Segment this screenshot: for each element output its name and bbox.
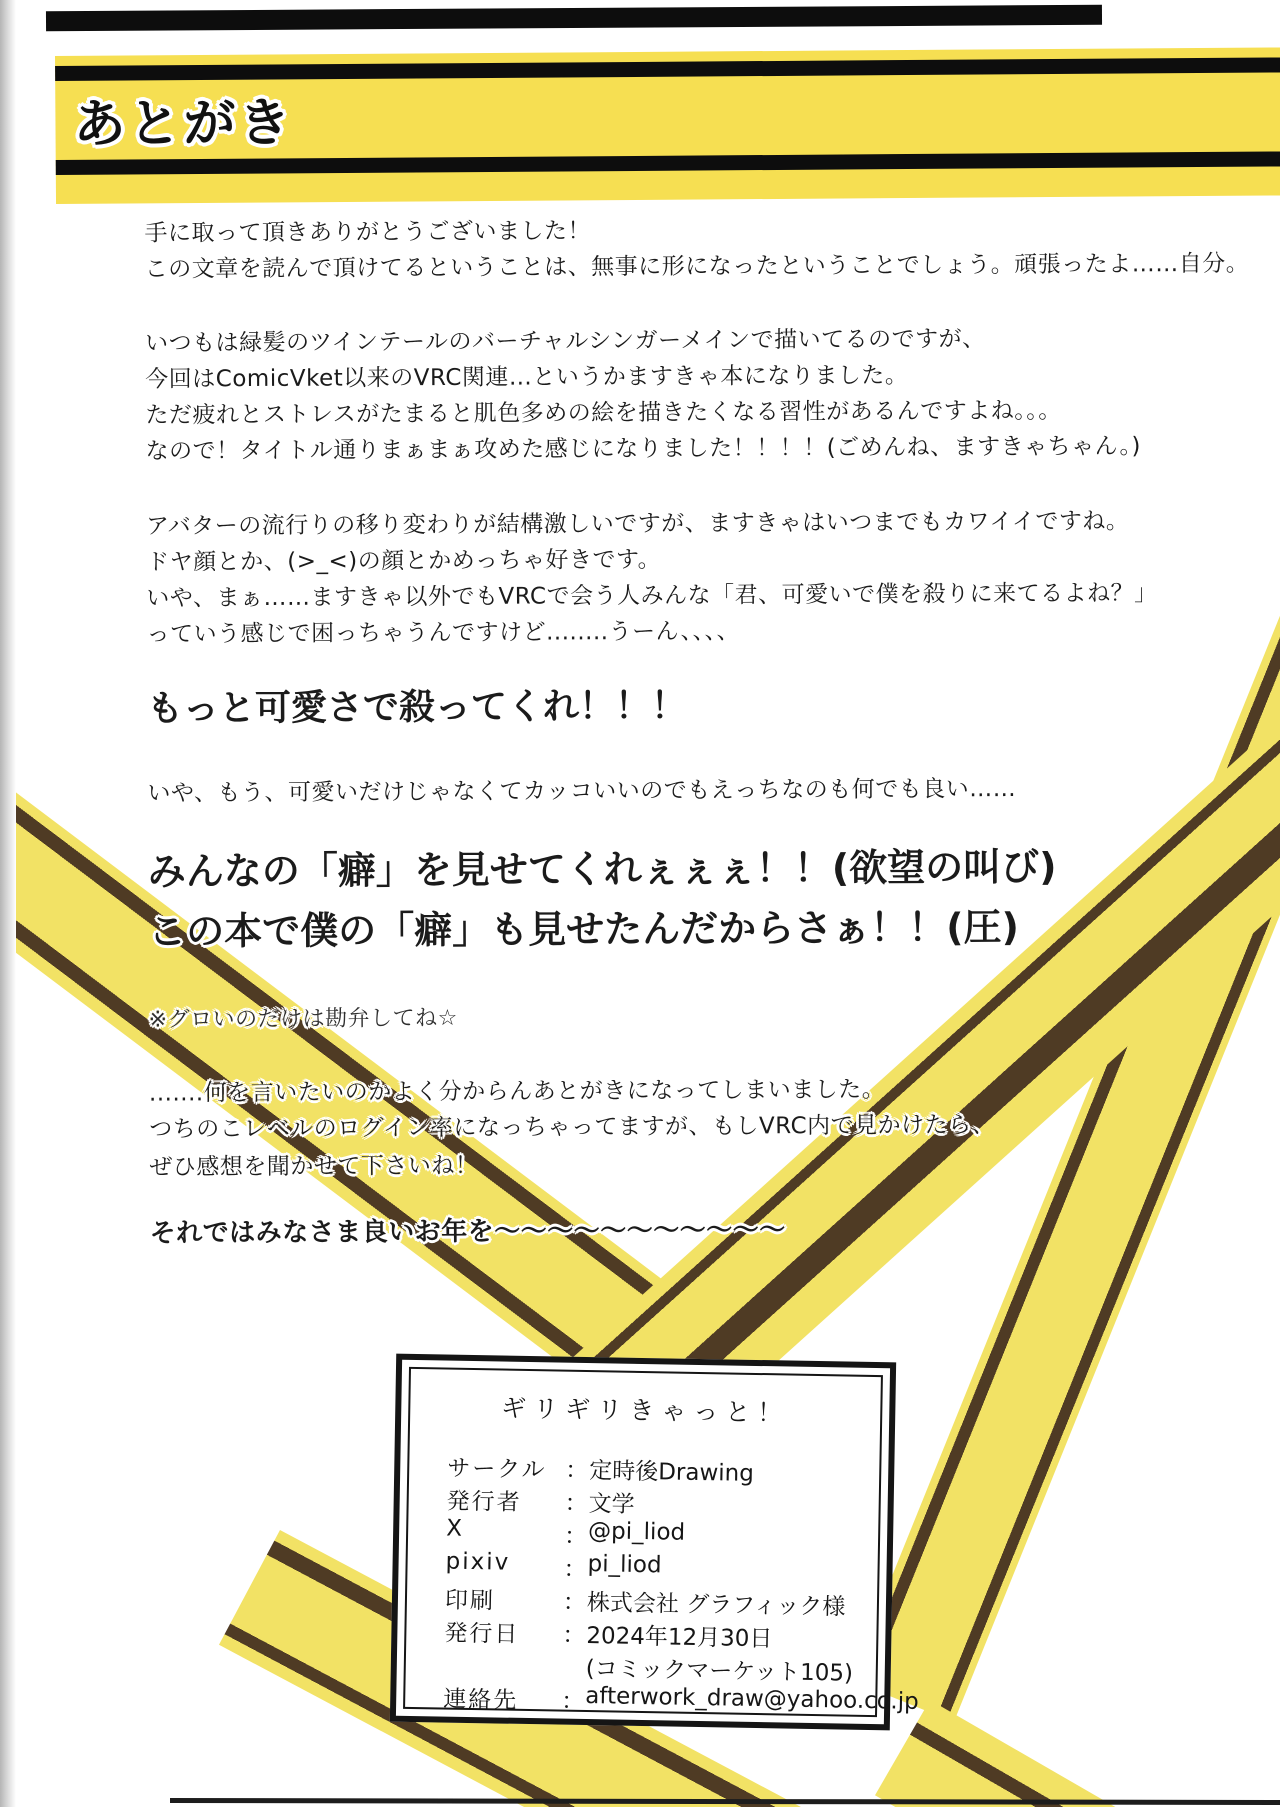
colophon-value: 株式会社 グラフィック様 — [586, 1590, 846, 1621]
colophon-value: @pi_liod — [587, 1518, 686, 1546]
colophon-separator — [562, 1650, 587, 1683]
colophon-label: 連絡先 — [442, 1686, 519, 1714]
colophon-separator: ： — [560, 1688, 585, 1715]
colophon-row-publisher — [446, 1483, 635, 1519]
afterword-shout-line: もっと可愛さで殺ってくれ！！！ — [146, 685, 688, 730]
colophon-row-x-account — [446, 1516, 685, 1553]
colophon-label: 印刷 — [444, 1587, 496, 1615]
colophon-separator: ： — [562, 1622, 586, 1650]
afterword-farewell-line: それではみなさま良いお年を〜〜〜〜〜〜〜〜〜〜〜 — [149, 1215, 786, 1249]
colophon-value: 定時後Drawing — [589, 1458, 755, 1487]
colophon-label — [444, 1648, 563, 1683]
colophon-separator: ： — [563, 1523, 588, 1551]
afterword-line: この文章を読んで頂けてるということは、無事に形になったということでしょう。頑張ったよ……自分。 — [144, 250, 1250, 283]
afterword-line: ドヤ顔とか、(>_<)の顔とかめっちゃ好きです。 — [146, 546, 662, 576]
colophon-label: 発行者 — [446, 1488, 522, 1516]
colophon-book-title: ギリギリきゃっと！ — [501, 1393, 790, 1428]
afterword-line: ただ疲れとストレスがたまると肌色多めの絵を描きたくなる習性があるんですよね。。。 — [145, 397, 1062, 429]
scan-edge-shadow — [0, 0, 16, 1807]
colophon-separator: ： — [563, 1556, 587, 1584]
afterword-line: っていう感じで困っちゃうんですけど........うーん、、、、 — [146, 618, 741, 648]
colophon-inner-border — [403, 1367, 919, 1717]
afterword-line: ぜひ感想を聞かせて下さいね！ — [149, 1152, 479, 1181]
colophon-separator: ： — [564, 1490, 588, 1518]
page-title: あとがき — [73, 93, 294, 155]
colophon-value: afterwork_draw@yahoo.co.jp — [585, 1683, 919, 1715]
afterword-shout-line: この本で僕の「癖」も見せたんだからさぁ！！(圧) — [148, 905, 1019, 954]
colophon-value: 文学 — [588, 1491, 635, 1518]
colophon-separator: ： — [562, 1589, 587, 1617]
afterword-line: つちのこレベルのログイン率になっちゃってますが、もしVRC内で見かけたら、 — [149, 1112, 996, 1143]
colophon-label: pixiv — [445, 1548, 511, 1576]
colophon-label: サークル — [447, 1455, 547, 1484]
afterword-line: .......何を言いたいのかよく分からんあとがきになってしまいました。 — [148, 1076, 886, 1107]
colophon-label: X — [445, 1515, 465, 1542]
afterword-line: いや、もう、可愛いだけじゃなくてカッコいいのでもえっちなのも何でも良い…… — [147, 776, 1017, 807]
colophon-row-contact — [443, 1681, 919, 1722]
colophon-box — [390, 1354, 919, 1731]
colophon-separator: ： — [565, 1457, 589, 1485]
colophon-value: (コミックマーケット105) — [585, 1656, 854, 1687]
afterword-line: アバターの流行りの移り変わりが結構激しいですが、ますきゃはいつまでもカワイイですね。 — [145, 508, 1130, 540]
colophon-value: pi_liod — [587, 1551, 662, 1579]
afterword-line: なので！タイトル通りまぁまぁ攻めた感じになりました！！！！(ごめんね、ますきゃちゃん。) — [145, 433, 1142, 465]
afterword-line: 手に取って頂きありがとうございました！ — [144, 218, 592, 247]
colophon-row-circle — [447, 1450, 754, 1488]
afterword-shout-line: みんなの「癖」を見せてくれぇぇぇ！！(欲望の叫び) — [147, 844, 1057, 894]
afterword-line: いつもは緑髪のツインテールのバーチャルシンガーメインで描いてるのですが、 — [144, 326, 986, 357]
colophon-label: 発行日 — [444, 1620, 520, 1648]
afterword-line: いや、まぁ……ますきゃ以外でもVRCで会う人みんな「君、可愛いで僕を殺りに来てるよね？」 — [146, 580, 1158, 612]
colophon-value: 2024年12月30日 — [586, 1623, 773, 1653]
colophon-row-pixiv — [445, 1549, 661, 1586]
afterword-note-line: ※グロいのだけは勘弁してね☆ — [148, 1005, 458, 1033]
afterword-line: 今回はComicVket以来のVRC関連…というかますきゃ本になりました。 — [145, 362, 909, 393]
